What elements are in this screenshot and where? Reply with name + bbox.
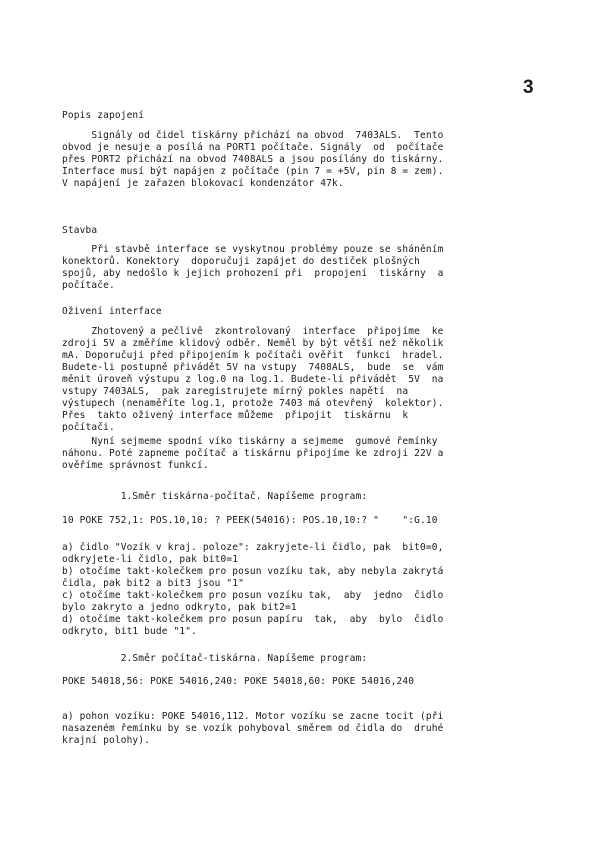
heading-smer-2: 2.Směr počítač-tiskárna. Napíšeme program:: [62, 653, 368, 664]
paragraph-stavba: Při stavbě interface se vyskytnou problémy pouze se sháněním konektorů. Konektory doporučuji zapájet do destiček plošných spojů, aby nedošlo k jejich prohození při propojení tiskárny a počítače.: [62, 244, 444, 291]
list-smer-2: a) pohon vozíku: POKE 54016,112. Motor vozíku se zacne tocit (při nasazeném řemínku by se vozík pohyboval směrem od čidla do druhé krajní polohy).: [62, 711, 444, 746]
page-number: 3: [523, 77, 534, 98]
heading-popis-zapojeni: Popis zapojení: [62, 110, 145, 121]
heading-stavba: Stavba: [62, 225, 98, 236]
list-smer-1: a) čidlo "Vozík v kraj. poloze": zakryjete-li čidlo, pak bit0=0, odkryjete-li čidlo, pak bit0=1 b) otočíme takt-kolečkem pro posun vozíku tak, aby nebyla zakrytá čidla, pak bit2 a bit3 jsou "1" c) otočíme takt-kolečkem pro posun vozíku tak, aby jedno čidlo bylo zakryto a jedno odkryto, pak bit2=1 d) otočíme takt-kolečkem pro posun papíru tak, aby bylo čidlo odkryto, bit1 bude "1".: [62, 542, 444, 637]
code-program-1: 10 POKE 752,1: POS.10,10: ? PEEK(54016): POS.10,10:? " ":G.10: [62, 515, 438, 526]
code-program-2: POKE 54018,56: POKE 54016,240: POKE 54018,60: POKE 54016,240: [62, 676, 415, 687]
heading-oziveni: Oživení interface: [62, 306, 162, 317]
paragraph-oziveni-2: Nyní sejmeme spodní víko tiskárny a sejmeme gumové řemínky náhonu. Poté zapneme počítač a tiskárnu připojíme ke zdroji 22V a ověříme správnost funkcí.: [62, 436, 444, 471]
paragraph-zapojeni: Signály od čidel tiskárny přichází na obvod 7403ALS. Tento obvod je nesuje a posílá na PORT1 počítače. Signály od počítače přes PORT2 přichází na obvod 7408ALS a jsou posílány do tiskárny. Interface musí být napájen z počítače (pin 7 = +5V, pin 8 = zem). V napájení je zařazen blokovací kondenzátor 47k.: [62, 130, 444, 189]
paragraph-oziveni-1: Zhotovený a pečlivě zkontrolovaný interface připojíme ke zdroji 5V a změříme klidový odběr. Neměl by být větší než několik mA. Doporučuji před připojením k počítači ověřit funkci hradel. Budete-li postupně přivádět 5V na vstupy 7408ALS, bude se vám měnit úroveň výstupu z log.0 na log.1. Budete-li přivádět 5V na vstupy 7403ALS, pak zaregistrujete mírný pokles napětí na výstupech (nenaměříte log.1, protože 7403 má otevřený kolektor). Přes takto oživený interface můžeme připojit tiskárnu k počítači.: [62, 326, 444, 433]
heading-smer-1: 1.Směr tiskárna-počítač. Napíšeme program:: [62, 491, 368, 502]
